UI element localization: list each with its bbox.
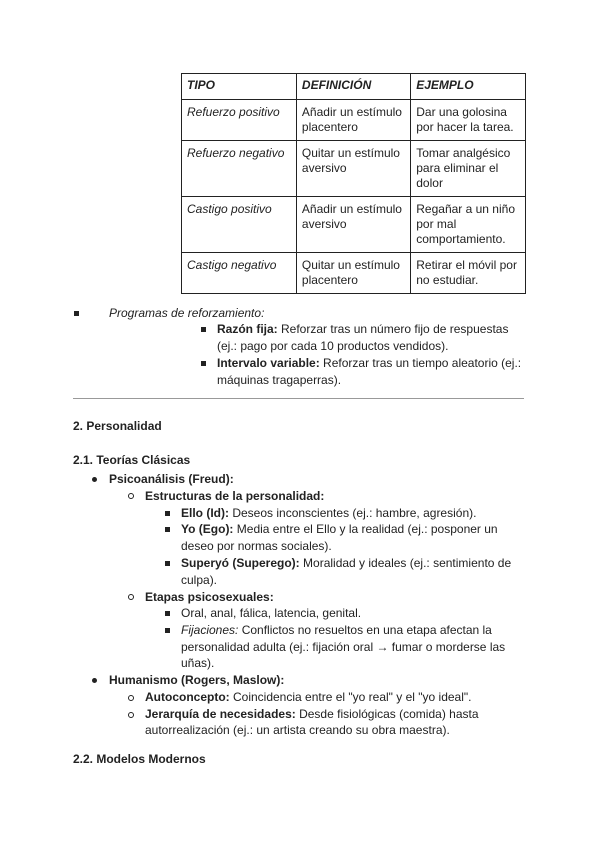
table-cell: Retirar el móvil por no estudiar. [411,253,526,294]
yo-text: Media entre el Ello y la realidad (ej.: posponer un [233,522,498,536]
table-cell: Refuerzo negativo [182,141,297,197]
table-cell: Regañar a un niño por mal comportamiento. [411,197,526,253]
autoconcepto-text: Coincidencia entre el "yo real" y el "yo ideal". [229,690,472,704]
yo-term: Yo (Ego): [181,522,234,536]
table-header-row [182,74,526,100]
razon-fija-text: Reforzar tras un número fijo de respuestas [277,322,509,336]
table-row [182,100,526,141]
bullet-icon [92,477,97,482]
autoconcepto-item [145,689,471,705]
table-header: DEFINICIÓN [296,74,410,100]
yo-item-line2: deseo por normas sociales). [181,539,332,553]
fijaciones-item-line2: personalidad adulta (ej.: fijación oral → fumar o morderse las [181,640,506,654]
table-row [182,197,526,253]
circle-bullet-icon [128,594,134,600]
square-bullet-icon [201,361,206,366]
fijaciones-item-line3: uñas). [181,656,215,670]
programs-label: Programas de reforzamiento: [109,306,265,320]
square-bullet-icon [165,527,170,532]
table-row [182,253,526,294]
psicoanalisis-item: Psicoanálisis (Freud): [109,472,234,486]
table-cell: Dar una golosina por hacer la tarea. [411,100,526,141]
table-cell: Quitar un estímulo aversivo [296,141,410,197]
table-cell: Tomar analgésico para eliminar el dolor [411,141,526,197]
superyo-item-line2: culpa). [181,573,218,587]
table-cell: Refuerzo positivo [182,100,297,141]
razon-fija-line1 [217,321,508,337]
superyo-item-line1 [181,555,511,571]
jerarquia-term: Jerarquía de necesidades: [145,707,296,721]
superyo-term: Superyó (Superego): [181,556,300,570]
fijaciones-item-line1 [181,622,492,638]
table-cell: Castigo positivo [182,197,297,253]
square-bullet-icon [165,628,170,633]
intervalo-variable-text: Reforzar tras un tiempo aleatorio (ej.: [319,356,522,370]
ello-item [181,505,476,521]
circle-bullet-icon [128,712,134,718]
square-bullet-icon [201,327,206,332]
horizontal-divider [73,398,524,399]
etapas-item: Etapas psicosexuales: [145,590,274,604]
fijaciones-term: Fijaciones: [181,623,239,637]
section-heading: 2. Personalidad [73,419,162,433]
table-row [182,141,526,197]
bullet-icon [92,678,97,683]
table-cell: Quitar un estímulo placentero [296,253,410,294]
table-cell: Añadir un estímulo placentero [296,100,410,141]
subsection-heading: 2.2. Modelos Modernos [73,752,206,766]
razon-fija-line2: (ej.: pago por cada 10 productos vendidos). [217,339,449,353]
intervalo-variable-term: Intervalo variable: [217,356,320,370]
subsection-heading: 2.1. Teorías Clásicas [73,453,191,467]
square-bullet-icon [165,611,170,616]
estructuras-item: Estructuras de la personalidad: [145,489,325,503]
autoconcepto-term: Autoconcepto: [145,690,230,704]
superyo-text: Moralidad y ideales (ej.: sentimiento de [299,556,512,570]
circle-bullet-icon [128,493,134,499]
table-cell: Añadir un estímulo aversivo [296,197,410,253]
fijaciones-text: Conflictos no resueltos en una etapa afectan la [238,623,492,637]
table-header: TIPO [182,74,297,100]
square-bullet-icon [165,511,170,516]
square-bullet-icon [165,561,170,566]
jerarquia-text: Desde fisiológicas (comida) hasta [295,707,479,721]
jerarquia-item-line1 [145,706,479,722]
intervalo-variable-line2: máquinas tragaperras). [217,373,342,387]
jerarquia-item-line2: autorrealización (ej.: un artista creando su obra maestra). [145,723,450,737]
intervalo-variable-line1 [217,355,521,371]
table-cell: Castigo negativo [182,253,297,294]
square-bullet-icon [74,311,79,316]
conditioning-table [181,73,526,294]
circle-bullet-icon [128,695,134,701]
humanismo-item: Humanismo (Rogers, Maslow): [109,673,285,687]
table-header: EJEMPLO [411,74,526,100]
etapas-list-item: Oral, anal, fálica, latencia, genital. [181,606,362,620]
razon-fija-term: Razón fija: [217,322,278,336]
ello-text: Deseos inconscientes (ej.: hambre, agresión). [229,506,477,520]
ello-term: Ello (Id): [181,506,229,520]
yo-item-line1 [181,521,498,537]
